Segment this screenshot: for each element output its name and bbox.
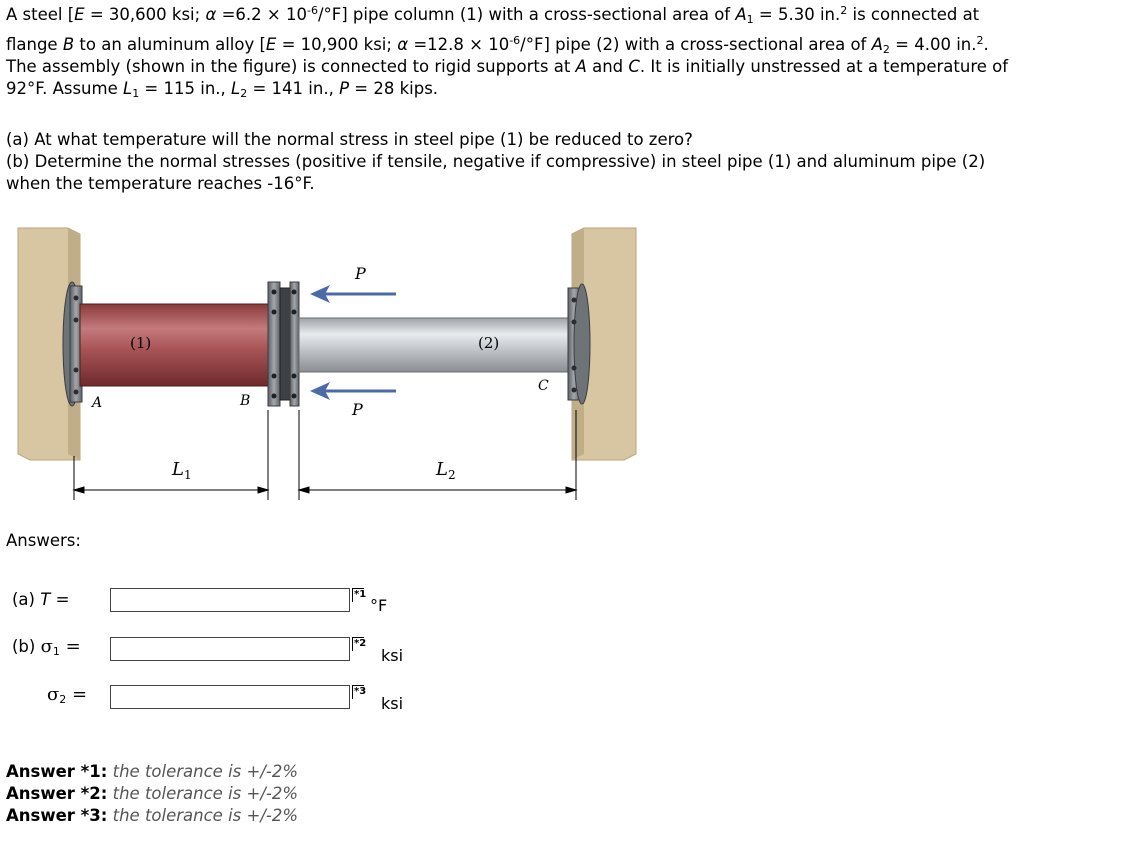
answer-a-label: (a) T =	[12, 590, 70, 609]
answer-b2-unit: ksi	[381, 694, 404, 713]
answer-b2-label: $\sigma_2$ =	[47, 684, 88, 706]
answers-heading: Answers:	[6, 531, 81, 550]
answer-note-2: Answer *2: the tolerance is +/-2%	[6, 784, 299, 803]
answer-a-input[interactable]	[110, 588, 350, 612]
answer-b1-marker: *2	[354, 638, 367, 649]
answer-b2-input[interactable]	[110, 685, 350, 709]
flange-c	[568, 284, 590, 404]
question-b-line-1: (b) Determine the normal stresses (positive if tensile, negative if compressive) in steel pipe (1) and aluminum pipe (2)	[6, 152, 986, 171]
answer-b2-marker: *3	[354, 686, 367, 697]
label-b: B	[240, 393, 251, 409]
load-arrow-bottom	[310, 382, 396, 400]
problem-statement	[6, 4, 1008, 100]
steel-pipe-1	[80, 304, 270, 386]
problem-line-2: flange B to an aluminum alloy [E = 10,900 ksi; $\alpha =12.8 \times 10^{-6}/^\circ F$] pipe (2) with a cross-sectional area of $A_2 = 4.00$ in.$^2$.	[6, 34, 989, 56]
answer-a-unit: °F	[370, 596, 388, 615]
pipe-assembly-figure	[0, 210, 660, 500]
problem-line-3: The assembly (shown in the figure) is connected to rigid supports at A and C. It is initially unstressed at a temperature of	[6, 57, 1009, 76]
load-arrow-top	[310, 285, 396, 303]
label-p-bottom: P	[352, 400, 363, 419]
problem-line-1: A steel [E = 30,600 ksi; $\alpha =6.2 \times 10^{-6}/^\circ F$] pipe column (1) with a cross-sectional area of $A_1 = 5.30$ in.$^2$ is connected at	[6, 4, 980, 26]
answer-a-marker: *1	[354, 589, 367, 600]
dimension-l2	[299, 410, 576, 500]
flange-a	[63, 282, 82, 406]
question-a: (a) At what temperature will the normal stress in steel pipe (1) be reduced to zero?	[6, 130, 693, 149]
label-p-top: P	[355, 264, 366, 283]
answer-b1-label: (b) $\sigma_1$ =	[12, 636, 81, 658]
label-pipe-2: (2)	[478, 334, 500, 352]
answer-note-3: Answer *3: the tolerance is +/-2%	[6, 806, 299, 825]
flange-b	[268, 282, 299, 406]
questions	[6, 129, 985, 195]
label-a: A	[92, 395, 103, 411]
answer-b1-unit: ksi	[381, 646, 404, 665]
answer-note-1: Answer *1: the tolerance is +/-2%	[6, 762, 299, 781]
label-l1: $L_1$	[172, 459, 192, 482]
dimension-l1	[74, 410, 268, 500]
aluminum-pipe-2	[299, 318, 571, 372]
label-l2: $L_2$	[436, 459, 456, 482]
question-b-line-2: when the temperature reaches -16°F.	[6, 174, 315, 193]
answer-b1-input[interactable]	[110, 637, 350, 661]
label-pipe-1: (1)	[130, 334, 152, 352]
label-c: C	[538, 378, 549, 394]
problem-line-4: 92°F. Assume $L_1 = 115$ in., $L_2 = 141$ in., P = 28 kips.	[6, 79, 439, 100]
